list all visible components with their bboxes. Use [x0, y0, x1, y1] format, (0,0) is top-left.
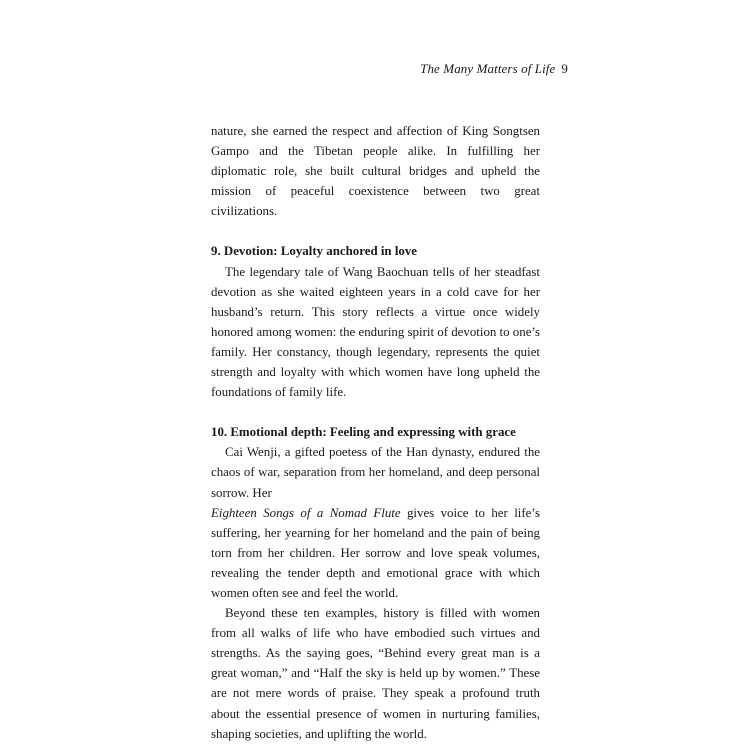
body-text — [211, 121, 540, 744]
paragraph-continuation: nature, she earned the respect and affection of King Songtsen Gampo and the Tibetan people alike. In fulfilling her diplomatic role, she built cultural bridges and upheld the mission of peaceful coexistence between two great civilizations. — [211, 124, 540, 219]
paragraph-emotional-depth — [211, 442, 540, 603]
book-title-italic: Eighteen Songs of a Nomad Flute — [211, 505, 401, 520]
paragraph-text: Cai Wenji, a gifted poetess of the Han dynasty, endured the chaos of war, separation from her homeland, and deep personal sorrow. Her — [211, 445, 540, 500]
running-header — [420, 61, 568, 77]
paragraph-conclusion: Beyond these ten examples, history is filled with women from all walks of life who have embodied such virtues and strengths. As the saying goes, “Behind every great man is a great woman,” and “Half the sky is held up by women.” These are not mere words of praise. They speak a profound truth about the essential presence of women in nurturing families, shaping societies, and uplifting the world. — [211, 606, 540, 741]
section-spacer — [211, 402, 540, 422]
section-spacer — [211, 221, 540, 241]
paragraph-devotion: The legendary tale of Wang Baochuan tells of her steadfast devotion as she waited eighteen years in a cold cave for her husband’s return. This story reflects a virtue once widely honored among women: the enduring spirit of devotion to one’s family. Her constancy, though legendary, represents the quiet strength and loyalty with which women have long upheld the foundations of family life. — [211, 264, 541, 400]
section-heading-emotional-depth: 10. Emotional depth: Feeling and expressing with grace — [211, 425, 516, 440]
page-number: 9 — [561, 61, 568, 76]
paragraph-text: gives voice to her life’s suffering, her yearning for her homeland and the pain of being torn from her children. Her sorrow and love speak volumes, revealing the tender depth and emotional grace with which women often see and feel the world. — [211, 505, 540, 600]
running-title: The Many Matters of Life — [420, 61, 556, 76]
section-heading-devotion: 9. Devotion: Loyalty anchored in love — [211, 244, 418, 259]
